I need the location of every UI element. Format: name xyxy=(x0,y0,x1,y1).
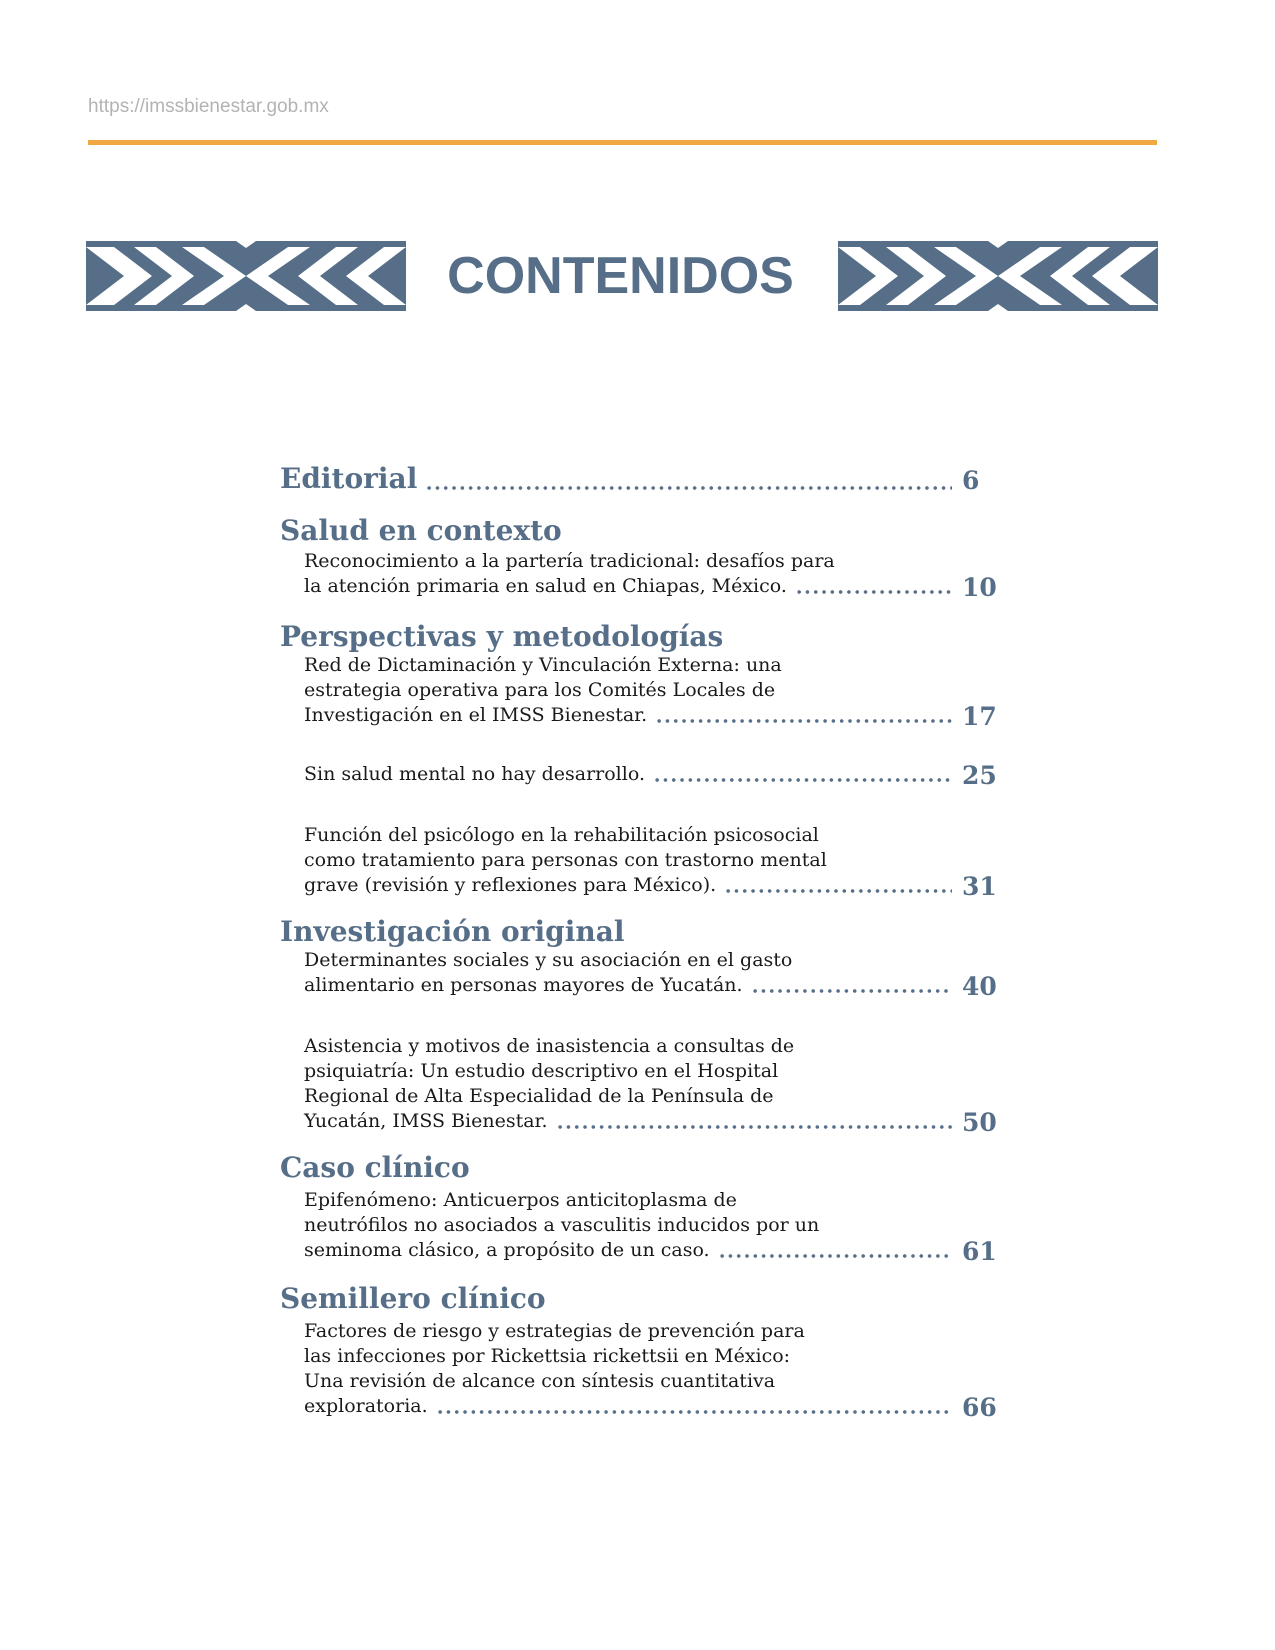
entry-text-line: neutrófilos no asociados a vasculitis inducidos por un xyxy=(304,1214,820,1236)
entry-text-line: como tratamiento para personas con trastorno mental xyxy=(304,849,827,871)
entry-text-line: Una revisión de alcance con síntesis cuantitativa xyxy=(304,1370,776,1392)
entry-text-line: Epifenómeno: Anticuerpos anticitoplasma de xyxy=(304,1189,737,1211)
toc-entry[interactable] xyxy=(304,823,1010,901)
dot-leader xyxy=(653,777,952,783)
dot-leader xyxy=(724,888,952,894)
section-title: Semillero clínico xyxy=(280,1282,546,1315)
page-number: 40 xyxy=(962,972,997,1001)
entry-text-line: Sin salud mental no hay desarrollo. xyxy=(304,763,645,785)
toc-editorial[interactable] xyxy=(280,455,1010,495)
entry-text-line: Función del psicólogo en la rehabilitación psicosocial xyxy=(304,824,819,846)
entry-text-line: Red de Dictaminación y Vinculación Externa: una xyxy=(304,654,782,676)
section-title: Caso clínico xyxy=(280,1151,470,1184)
dot-leader xyxy=(718,1253,952,1259)
contents-banner xyxy=(86,241,1158,311)
page-number: 10 xyxy=(962,573,997,602)
header-url: https://imssbienestar.gob.mx xyxy=(88,96,329,117)
entry-text-line: exploratoria. xyxy=(304,1395,428,1417)
page-number: 31 xyxy=(962,872,997,901)
page-number: 6 xyxy=(962,466,980,495)
entry-text-line: estrategia operativa para los Comités Locales de xyxy=(304,679,776,701)
toc-entry[interactable] xyxy=(304,549,1010,602)
page-number: 17 xyxy=(962,702,997,731)
page-number: 61 xyxy=(962,1237,997,1266)
entry-text-line: Factores de riesgo y estrategias de prevención para xyxy=(304,1320,805,1342)
entry-text-line: psiquiatría: Un estudio descriptivo en el Hospital xyxy=(304,1060,779,1082)
entry-text-line: seminoma clásico, a propósito de un caso. xyxy=(304,1239,710,1261)
toc-entry[interactable] xyxy=(304,948,1010,1001)
toc-entry[interactable] xyxy=(304,653,1010,731)
toc-section xyxy=(280,620,1010,901)
toc-section xyxy=(280,1151,1010,1266)
left-pattern-decoration xyxy=(86,241,406,311)
contents-title: CONTENIDOS xyxy=(447,247,794,305)
toc-entry[interactable] xyxy=(304,1188,1010,1266)
entry-text-line: grave (revisión y reflexiones para México). xyxy=(304,874,717,896)
header-rule xyxy=(88,140,1157,145)
entry-text-line: alimentario en personas mayores de Yucatán. xyxy=(304,974,743,996)
toc-section xyxy=(280,915,1010,1137)
entry-text-line: las infecciones por Rickettsia rickettsii en México: xyxy=(304,1345,791,1367)
entry-text-line: Determinantes sociales y su asociación en el gasto xyxy=(304,949,793,971)
editorial-label: Editorial xyxy=(280,462,418,495)
page-number: 25 xyxy=(962,761,997,790)
entry-text-line: Reconocimiento a la partería tradicional: desafíos para xyxy=(304,550,835,572)
section-title: Salud en contexto xyxy=(280,514,562,547)
right-pattern-decoration xyxy=(838,241,1158,311)
entry-text-line: Investigación en el IMSS Bienestar. xyxy=(304,704,648,726)
dot-leader xyxy=(795,589,952,595)
dot-leader xyxy=(425,485,952,491)
dot-leader xyxy=(751,988,952,994)
dot-leader xyxy=(655,718,952,724)
dot-leader xyxy=(556,1124,952,1130)
entry-text-line: Yucatán, IMSS Bienestar. xyxy=(304,1110,548,1132)
section-title: Investigación original xyxy=(280,915,625,948)
page-number: 66 xyxy=(962,1393,997,1422)
toc-section xyxy=(280,1282,1010,1422)
entry-text-line: Regional de Alta Especialidad de la Península de xyxy=(304,1085,774,1107)
toc-section xyxy=(280,514,1010,602)
entry-text-line: Asistencia y motivos de inasistencia a consultas de xyxy=(304,1035,795,1057)
toc-entry[interactable] xyxy=(304,761,1010,790)
page-number: 50 xyxy=(962,1108,997,1137)
toc-entry[interactable] xyxy=(304,1319,1010,1422)
toc-entry[interactable] xyxy=(304,1034,1010,1137)
dot-leader xyxy=(436,1409,952,1415)
table-of-contents xyxy=(280,455,1010,1422)
section-title: Perspectivas y metodologías xyxy=(280,620,724,653)
entry-text-line: la atención primaria en salud en Chiapas, México. xyxy=(304,575,787,597)
